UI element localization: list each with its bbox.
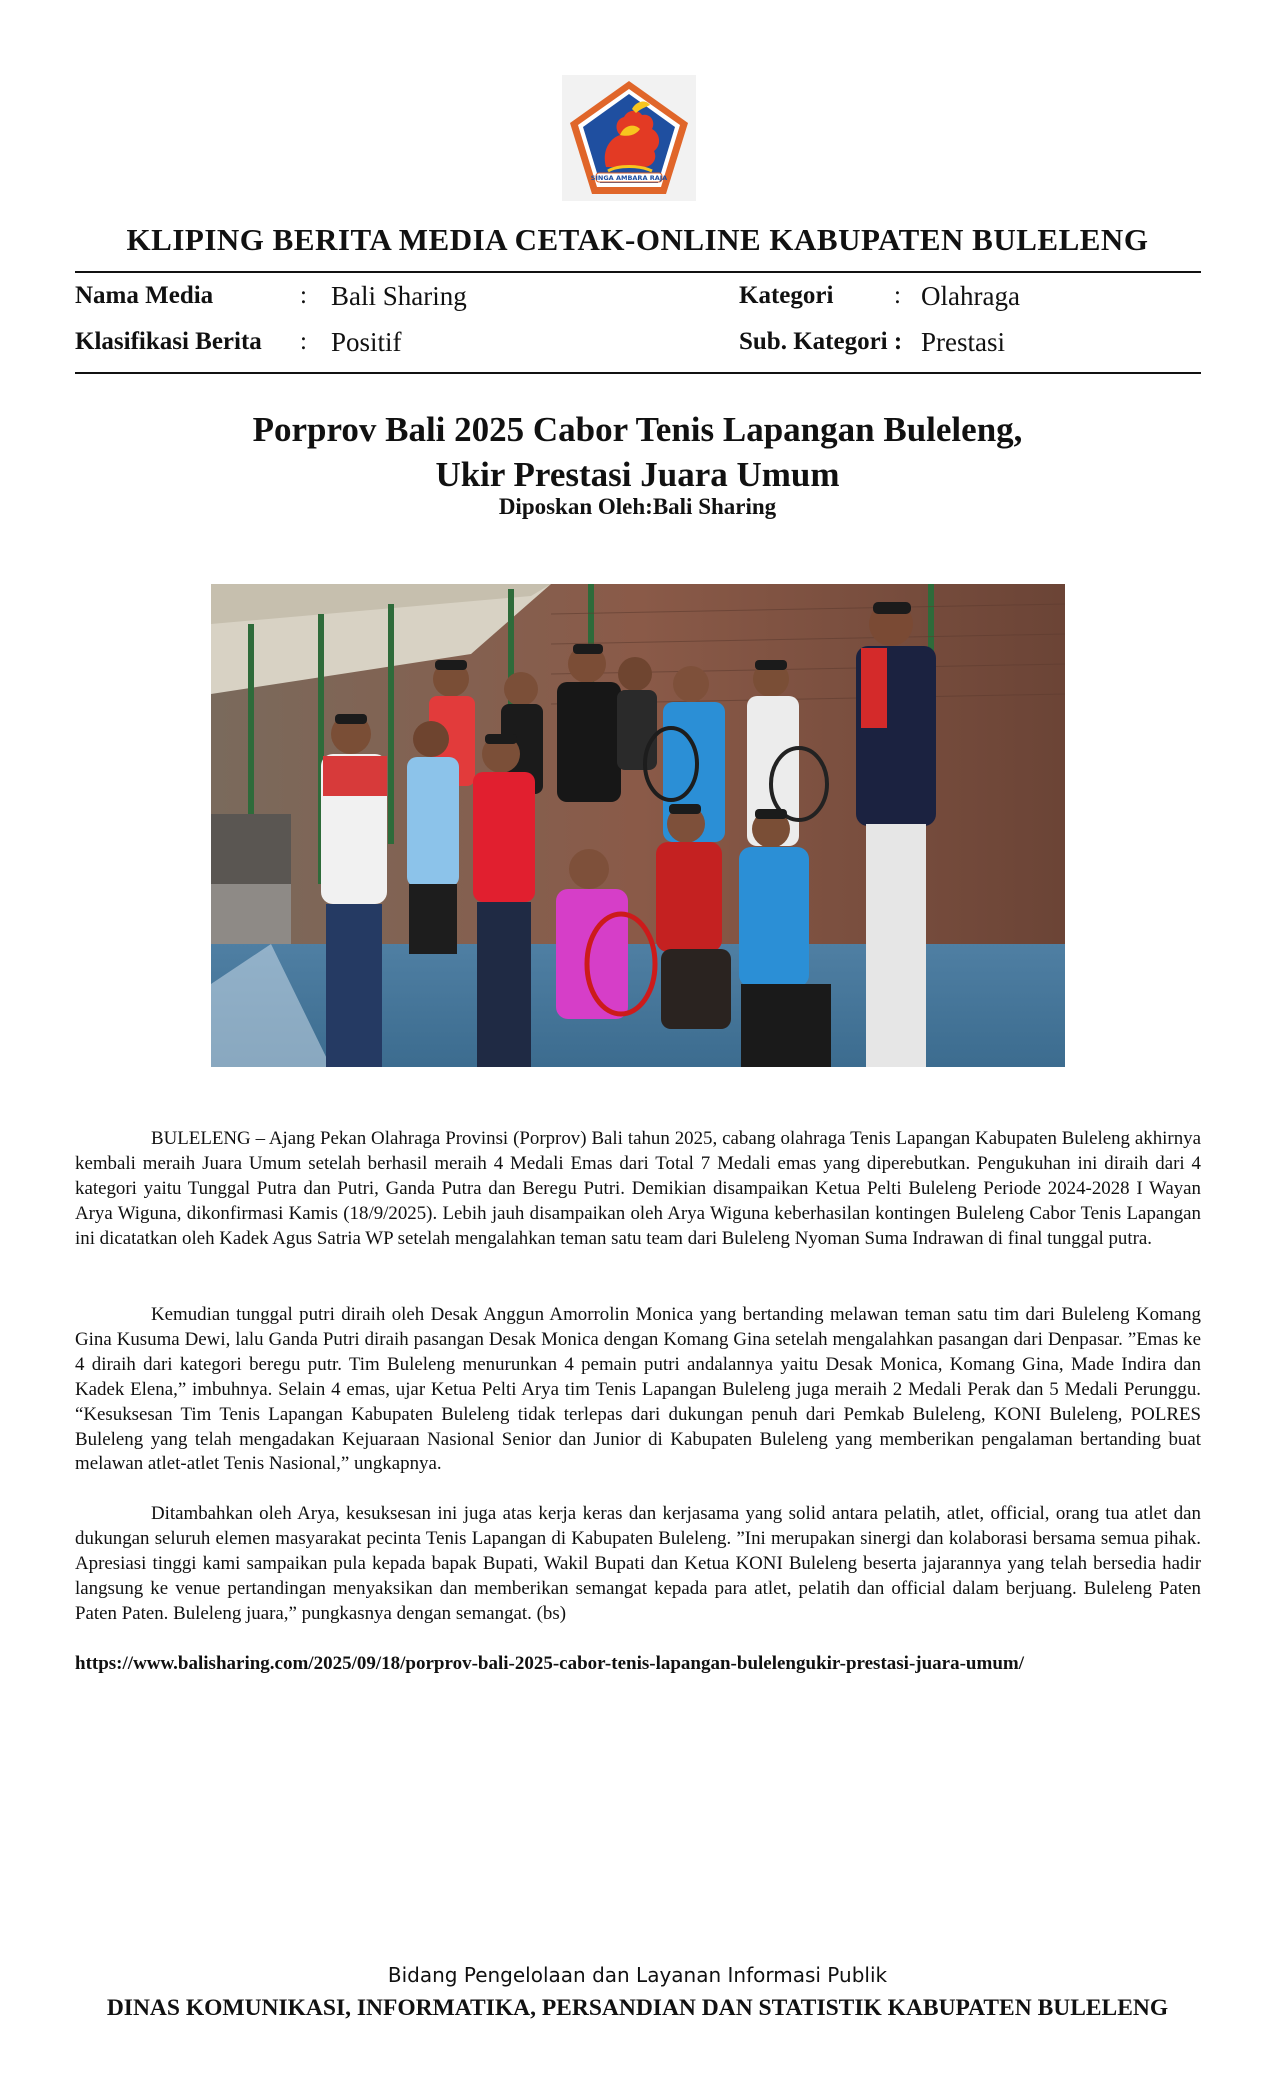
headline-line-1: Porprov Bali 2025 Cabor Tenis Lapangan Buleleng, [252,410,1023,449]
footer-unit: Bidang Pengelolaan dan Layanan Informasi Publik [387,1963,888,1987]
article-byline: Diposkan Oleh:Bali Sharing [498,494,777,519]
document-title: KLIPING BERITA MEDIA CETAK-ONLINE KABUPATEN BULELENG [126,222,1149,257]
klasifikasi-berita-value: Positif [331,327,402,357]
klasifikasi-berita-label: Klasifikasi Berita [75,328,262,355]
kategori-colon: : [894,282,901,309]
sub-kategori-label: Sub. Kategori : [739,328,903,355]
article-paragraph-2: Kemudian tunggal putri diraih oleh Desak Anggun Amorrolin Monica yang bertanding melawan teman satu tim dari Buleleng Komang Gina Kusuma Dewi, lalu Ganda Putri diraih pasangan Desak Monica dengan Komang Gina setelah mengalahkan pasangan dari Denpasar. ”Emas ke 4 diraih dari kategori beregu putr. Tim Buleleng menurunkan 4 pemain putri andalannya yaitu Desak Monica, Komang Gina, Made Indira dan Kadek Elena,” imbuhnya. Selain 4 emas, ujar Ketua Pelti Arya tim Tenis Lapangan Buleleng juga meraih 2 Medali Perak dan 5 Medali Perunggu. “Kesuksesan Tim Tenis Lapangan Kabupaten Buleleng tidak terlepas dari dukungan penuh dari Pemkab Buleleng, KONI Buleleng, POLRES Buleleng yang telah mengadakan Kejuaraan Nasional Senior dan Junior di Kabupaten Buleleng yang memberikan pengalaman bertanding buat melawan atlet-atlet Tenis Nasional,” ungkapnya. [75,1304,1201,1475]
nama-media-value: Bali Sharing [331,281,467,311]
kategori-value: Olahraga [921,281,1020,311]
source-url-link[interactable]: https://www.balisharing.com/2025/09/18/porprov-bali-2025-cabor-tenis-lapangan-bulelengukir-prestasi-juara-umum/ [75,1653,1024,1674]
footer-department: DINAS KOMUNIKASI, INFORMATIKA, PERSANDIAN DAN STATISTIK KABUPATEN BULELENG [106,1995,1169,2021]
header-divider-bottom [75,372,1201,374]
klasifikasi-berita-colon: : [300,328,307,355]
sub-kategori-value: Prestasi [921,327,1005,357]
headline-line-2: Ukir Prestasi Juara Umum [435,455,840,494]
team-group-photo [211,584,1065,1067]
kategori-label: Kategori [739,282,834,309]
emblem-motto: SINGA AMBARA RAJA [590,174,668,182]
nama-media-label: Nama Media [75,282,214,309]
article-paragraph-3: Ditambahkan oleh Arya, kesuksesan ini juga atas kerja keras dan kerjasama yang solid antara pelatih, atlet, official, orang tua atlet dan dukungan seluruh elemen masyarakat pecinta Tenis Lapangan di Kabupaten Buleleng. ”Ini merupakan sinergi dan kolaborasi bersama semua pihak. Apresiasi tinggi kami sampaikan pula kepada bapak Bupati, Wakil Bupati dan Ketua KONI Buleleng beserta jajarannya yang telah bersedia hadir langsung ke venue pertandingan menyaksikan dan memberikan semangat kepada para atlet, pelatih dan official dalam berjuang. Buleleng Paten Paten Paten. Buleleng juara,” pungkasnya dengan semangat. (bs) [75,1503,1201,1624]
buleleng-regency-emblem [562,75,696,201]
nama-media-colon: : [300,282,307,309]
article-headline [0,407,1275,497]
article-paragraph-1: BULELENG – Ajang Pekan Olahraga Provinsi (Porprov) Bali tahun 2025, cabang olahraga Tenis Lapangan Kabupaten Buleleng akhirnya kembali meraih Juara Umum setelah berhasil meraih 4 Medali Emas dari Total 7 Medali emas yang diperebutkan. Pengukuhan ini diraih dari 4 kategori yaitu Tunggal Putra dan Putri, Ganda Putra dan Beregu Putri. Demikian disampaikan Ketua Pelti Buleleng Periode 2024-2028 I Wayan Arya Wiguna, dikonfirmasi Kamis (18/9/2025). Lebih jauh disampaikan oleh Arya Wiguna keberhasilan kontingen Buleleng Cabor Tenis Lapangan ini dicatatkan oleh Kadek Agus Satria WP setelah mengalahkan teman satu team dari Buleleng Nyoman Suma Indrawan di final tunggal putra. [75,1128,1201,1249]
header-divider-top [75,271,1201,273]
